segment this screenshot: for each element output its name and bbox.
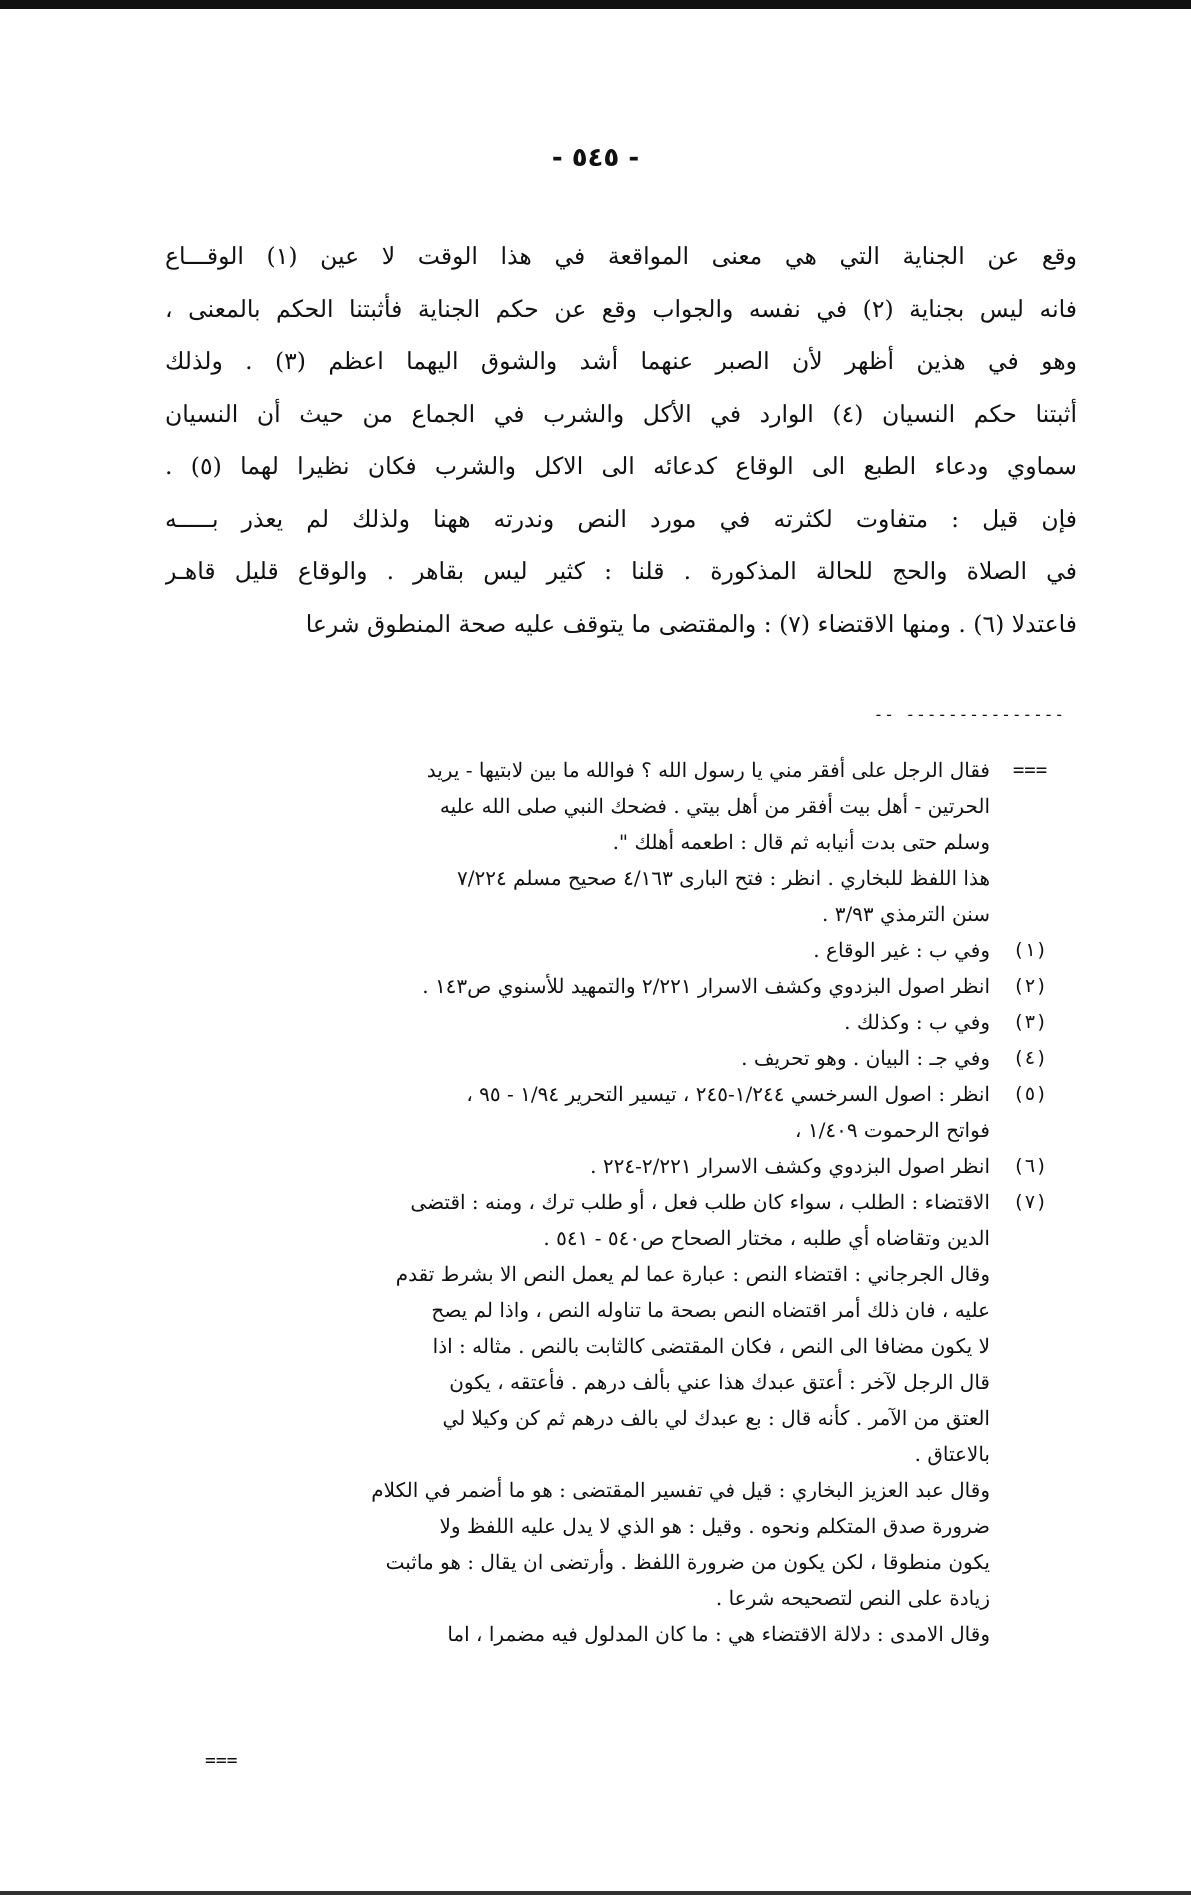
footnote-4 [165,1040,1070,1076]
continuation-marker: === [205,1750,238,1771]
top-border [0,0,1191,9]
main-text-line: فإن قيل : متفاوت لكثرته في مورد النص وندرته ههنا ولذلك لم يعذر بـــــه [165,504,1077,533]
footnote-line: بالاعتاق . [914,1442,990,1466]
main-text [165,230,1077,650]
bottom-border [0,1891,1191,1895]
footnote-separator: -- --------------- [873,705,1065,724]
footnote-marker: (٣) [1012,1011,1048,1033]
footnotes [165,752,1070,1652]
footnote-line: ضرورة صدق المتكلم ونحوه . وقيل : هو الذي لا يدل عليه اللفظ ولا [439,1514,990,1538]
footnote-line: العتق من الآمر . كأنه قال : بع عبدك لي بالف درهم ثم كن وكيلا لي [442,1406,990,1430]
main-text-line: أثبتنا حكم النسيان (٤) الوارد في الأكل والشرب في الجماع من حيث أن النسيان [165,399,1077,428]
footnote-line: انظر اصول البزدوي وكشف الاسرار ٢/٢٢١-٢٢٤ . [590,1154,990,1178]
page-number: - ٥٤٥ - [551,143,640,173]
footnote-line: زيادة على النص لتصحيحه شرعا . [715,1586,990,1610]
footnote-2 [165,968,1070,1004]
footnote-line: يكون منطوقا ، لكن يكون من ضرورة اللفظ . وأرتضى ان يقال : هو ماثبت [385,1550,990,1574]
footnote-line: عليه ، فان ذلك أمر اقتضاه النص بصحة ما تناوله النص ، واذا لم يصح [431,1298,990,1322]
footnote-marker: (٥) [1012,1083,1048,1105]
footnote-7-continuation [165,1472,1070,1652]
footnote-line: وسلم حتى بدت أنيابه ثم قال : اطعمه أهلك ". [612,830,990,854]
footnote-continued [165,752,1070,932]
footnote-line: انظر اصول البزدوي وكشف الاسرار ٢/٢٢١ والتمهيد للأسنوي ص١٤٣ . [422,974,990,998]
footnote-marker: (٦) [1012,1155,1048,1177]
footnote-line: قال الرجل لآخر : أعتق عبدك هذا عني بألف درهم . فأعتقه ، يكون [449,1370,990,1394]
footnote-marker: === [1012,759,1048,781]
footnote-3 [165,1004,1070,1040]
main-text-line: سماوي ودعاء الطبع الى الوقاع كدعائه الى الاكل والشرب فكان نظيرا لهما (٥) . [165,452,1077,480]
footnote-7 [165,1184,1070,1472]
footnote-line: وفي ب : غير الوقاع . [813,938,990,962]
main-text-line: وقع عن الجناية التي هي معنى المواقعة في هذا الوقت لا عين (١) الوقـــاع [165,242,1077,270]
footnote-6 [165,1148,1070,1184]
footnote-line: الحرتين - أهل بيت أفقر من أهل بيتي . فضحك النبي صلى الله عليه [439,794,990,818]
main-text-line: وهو في هذين أظهر لأن الصبر عنهما أشد والشوق اليهما اعظم (٣) . ولذلك [165,347,1077,375]
footnote-line: وفي جـ : البيان . وهو تحريف . [741,1046,990,1070]
footnote-line: الدين وتقاضاه أي طلبه ، مختار الصحاح ص٥٤٠ - ٥٤١ . [543,1226,990,1250]
footnote-marker: (٧) [1012,1191,1048,1213]
footnote-marker: (٢) [1012,975,1048,997]
footnote-line: الاقتضاء : الطلب ، سواء كان طلب فعل ، أو طلب ترك ، ومنه : اقتضى [410,1190,990,1214]
main-text-line: في الصلاة والحج للحالة المذكورة . قلنا : كثير ليس بقاهر . والوقاع قليل قاهـر [165,557,1077,585]
main-text-line: فاعتدلا (٦) . ومنها الاقتضاء (٧) : والمقتضى ما يتوقف عليه صحة المنطوق شرعا [305,609,1077,638]
footnote-line: وقال عبد العزيز البخاري : قيل في تفسير المقتضى : هو ما أضمر في الكلام [371,1478,990,1502]
footnote-line: وقال الجرجاني : اقتضاء النص : عبارة عما لم يعمل النص الا بشرط تقدم [395,1262,990,1286]
footnote-line: لا يكون مضافا الى النص ، فكان المقتضى كالثابت بالنص . مثاله : اذا [432,1334,990,1358]
footnote-marker: (١) [1012,939,1048,961]
footnote-line: وقال الامدى : دلالة الاقتضاء هي : ما كان المدلول فيه مضمرا ، اما [447,1622,990,1646]
footnote-line: وفي ب : وكذلك . [844,1010,990,1034]
footnote-line: فواتح الرحموت ١/٤٠٩ ، [795,1118,990,1142]
footnote-line: سنن الترمذي ٣/٩٣ . [821,902,990,926]
footnote-5 [165,1076,1070,1148]
footnote-line: هذا اللفظ للبخاري . انظر : فتح البارى ٤/١٦٣ صحيح مسلم ٧/٢٢٤ [456,866,990,890]
main-text-line: فانه ليس بجناية (٢) في نفسه والجواب وقع عن حكم الجناية فأثبتنا الحكم بالمعنى ، [165,294,1077,323]
footnote-1 [165,932,1070,968]
footnote-marker: (٤) [1012,1047,1048,1069]
footnote-line: انظر : اصول السرخسي ١/٢٤٤-٢٤٥ ، تيسير التحرير ١/٩٤ - ٩٥ ، [466,1082,990,1106]
footnote-line: فقال الرجل على أفقر مني يا رسول الله ؟ فوالله ما بين لابتيها - يريد [426,758,990,782]
